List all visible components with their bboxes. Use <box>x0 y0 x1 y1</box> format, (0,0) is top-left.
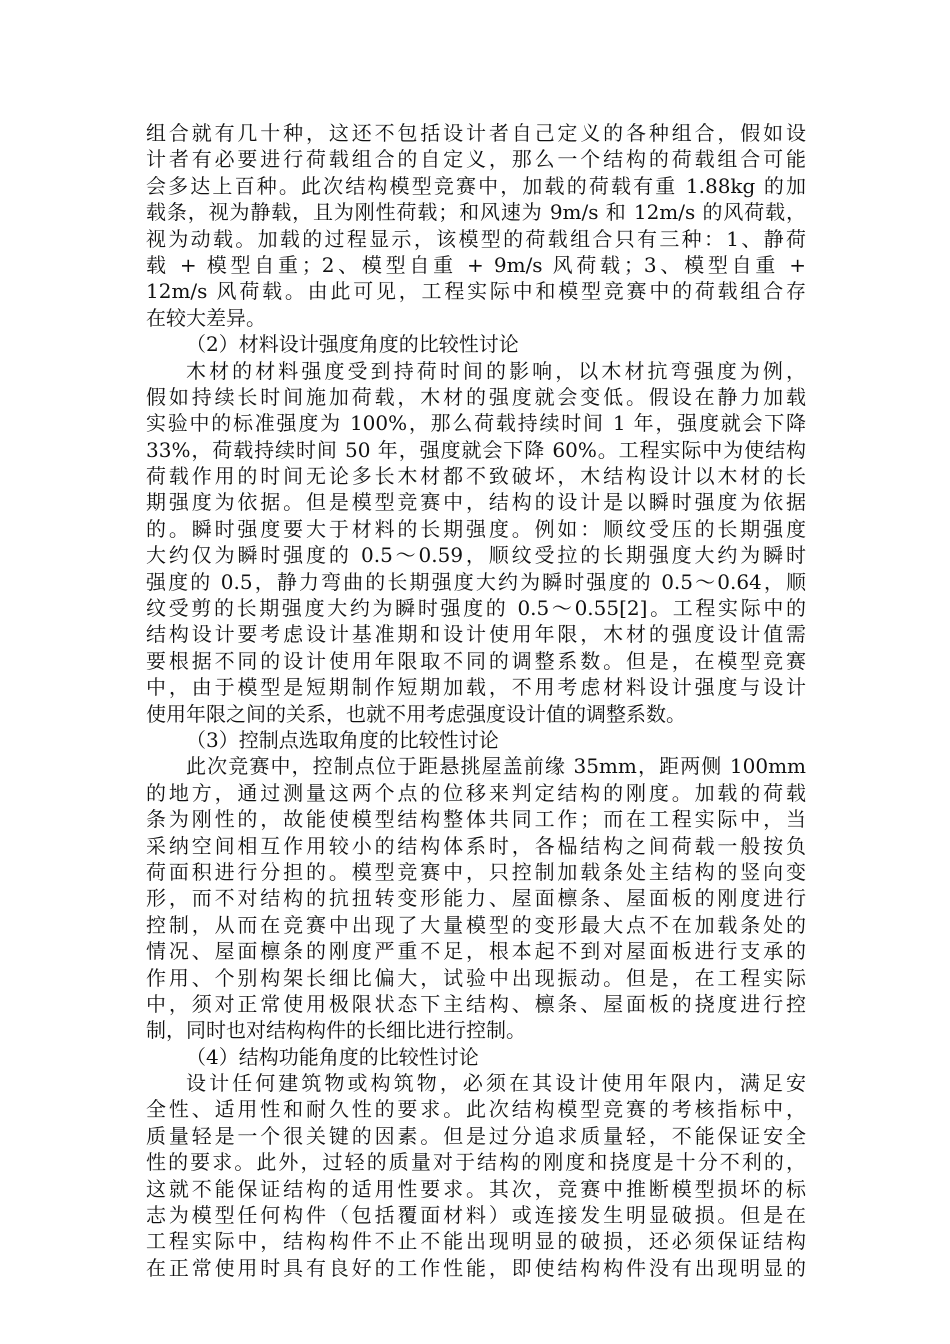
text-line: 全性、适用性和耐久性的要求。此次结构模型竞赛的考核指标中， <box>146 1097 806 1122</box>
text-line: 视为动载。加载的过程显示，该模型的荷载组合只有三种：1、静荷 <box>146 226 806 251</box>
text-line: 采纳空间相互作用较小的结构体系时，各榀结构之间荷载一般按负 <box>146 833 806 858</box>
text-line: 质量轻是一个很关键的因素。但是过分追求质量轻，不能保证安全 <box>146 1123 806 1148</box>
text-line: 设计任何建筑物或构筑物，必须在其设计使用年限内，满足安 <box>186 1071 806 1096</box>
text-line: 木材的材料强度受到持荷时间的影响，以木材抗弯强度为例， <box>186 358 806 383</box>
section-heading: （3）控制点选取角度的比较性讨论 <box>186 727 499 752</box>
text-line: 在较大差异。 <box>146 305 266 330</box>
text-line: 实验中的标准强度为 100%，那么荷载持续时间 1 年，强度就会下降 <box>146 411 806 436</box>
text-line: 组合就有几十种，这还不包括设计者自己定义的各种组合，假如设 <box>146 121 806 145</box>
text-line: 条为刚性的，故能使模型结构整体共同工作；而在工程实际中，当 <box>146 807 806 832</box>
text-line: 情况、屋面檩条的刚度严重不足，根本起不到对屋面板进行支承的 <box>146 939 806 964</box>
text-line: 的。瞬时强度要大于材料的长期强度。例如：顺纹受压的长期强度 <box>146 516 806 541</box>
text-line: 工程实际中，结构构件不止不能出现明显的破损，还必须保证结构 <box>146 1229 806 1254</box>
text-line: 使用年限之间的关系，也就不用考虑强度设计值的调整系数。 <box>146 701 686 726</box>
text-line: 中，由于模型是短期制作短期加载，不用考虑材料设计强度与设计 <box>146 675 806 700</box>
text-line: 制，同时也对结构构件的长细比进行控制。 <box>146 1018 526 1043</box>
text-line: 作用、个别构架长细比偏大，试验中出现振动。但是，在工程实际 <box>146 965 806 990</box>
text-line: 在正常使用时具有良好的工作性能，即使结构构件没有出现明显的 <box>146 1255 806 1280</box>
text-line: 会多达上百种。此次结构模型竞赛中，加载的荷载有重 1.88kg 的加 <box>146 173 806 198</box>
text-line: 结构设计要考虑设计基准期和设计使用年限，木材的强度设计值需 <box>146 622 806 647</box>
text-line: 荷面积进行分担的。模型竞赛中，只控制加载条处主结构的竖向变 <box>146 859 806 884</box>
text-line: 形，而不对结构的抗扭转变形能力、屋面檩条、屋面板的刚度进行 <box>146 886 806 911</box>
text-line: 志为模型任何构件（包括覆面材料）或连接发生明显破损。但是在 <box>146 1203 806 1228</box>
text-line: 要根据不同的设计使用年限取不同的调整系数。但是，在模型竞赛 <box>146 648 806 673</box>
text-line: 载条，视为静载，且为刚性荷载；和风速为 9m/s 和 12m/s 的风荷载， <box>146 200 806 225</box>
text-line: 纹受剪的长期强度大约为瞬时强度的 0.5～0.55[2]。工程实际中的 <box>146 596 806 621</box>
text-line: 载 + 模型自重；2、模型自重 + 9m/s 风荷载；3、模型自重 + <box>146 252 806 277</box>
text-line: 大约仅为瞬时强度的 0.5～0.59，顺纹受拉的长期强度大约为瞬时 <box>146 543 806 568</box>
text-line: 12m/s 风荷载。由此可见，工程实际中和模型竞赛中的荷载组合存 <box>146 279 806 304</box>
section-heading: （4）结构功能角度的比较性讨论 <box>186 1044 479 1069</box>
document-page <box>146 120 806 1281</box>
text-line: 荷载作用的时间无论多长木材都不致破坏，木结构设计以木材的长 <box>146 464 806 489</box>
text-line: 33%，荷载持续时间 50 年，强度就会下降 60%。工程实际中为使结构 <box>146 437 806 462</box>
text-line: 此次竞赛中，控制点位于距悬挑屋盖前缘 35mm，距两侧 100mm <box>186 754 806 779</box>
text-line: 期强度为依据。但是模型竞赛中，结构的设计是以瞬时强度为依据 <box>146 490 806 515</box>
text-line: 计者有必要进行荷载组合的自定义，那么一个结构的荷载组合可能 <box>146 147 806 172</box>
text-line: 强度的 0.5，静力弯曲的长期强度大约为瞬时强度的 0.5～0.64，顺 <box>146 569 806 594</box>
section-heading: （2）材料设计强度角度的比较性讨论 <box>186 332 519 357</box>
text-line: 性的要求。此外，过轻的质量对于结构的刚度和挠度是十分不利的， <box>146 1150 806 1175</box>
text-line: 这就不能保证结构的适用性要求。其次，竞赛中推断模型损坏的标 <box>146 1176 806 1201</box>
text-line: 中，须对正常使用极限状态下主结构、檩条、屋面板的挠度进行控 <box>146 991 806 1016</box>
text-line: 假如持续长时间施加荷载，木材的强度就会变低。假设在静力加载 <box>146 384 806 409</box>
text-line: 的地方，通过测量这两个点的位移来判定结构的刚度。加载的荷载 <box>146 780 806 805</box>
text-line: 控制，从而在竞赛中出现了大量模型的变形最大点不在加载条处的 <box>146 912 806 937</box>
